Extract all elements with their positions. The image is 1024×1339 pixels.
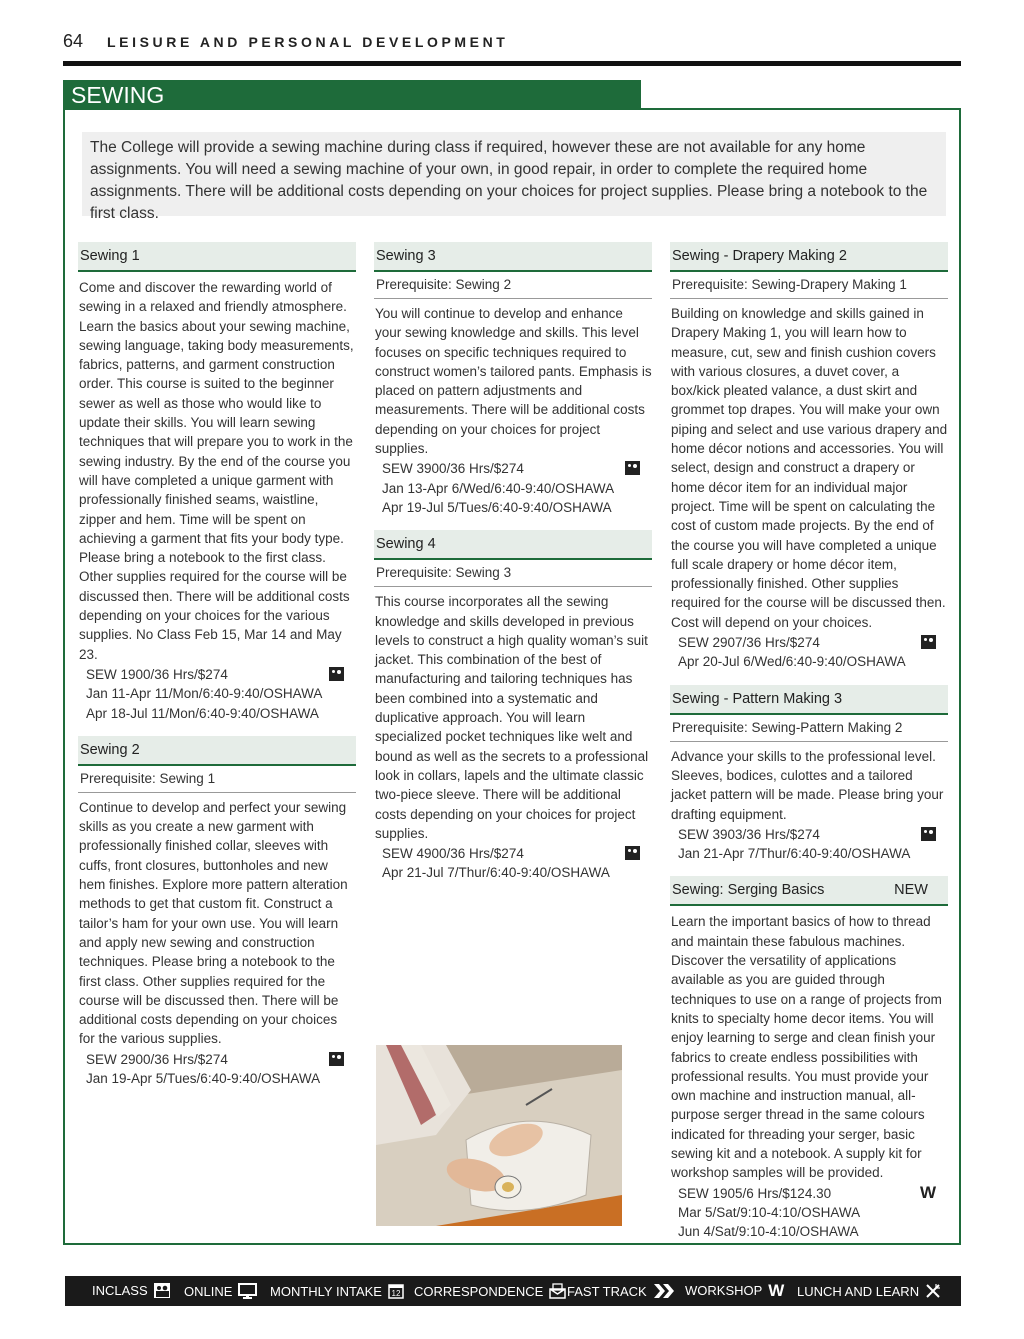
inclass-icon — [329, 1052, 344, 1066]
course-code: SEW 3900/36 Hrs/$274 — [382, 461, 524, 477]
course-description: Come and discover the rewarding world of sewing in a relaxed and friendly atmosphere. Learn the basics about your sewing machine, sewing language, taking body measurements, fabrics, patterns, and garment construction order. This course is suited to the beginner sewer as well as those who would like to update their skills. You will learn sewing techniques that will prepare you to work in the sewing industry. By the end of the course you will have completed a unique garment with professionally finished seams, waistline, zipper and hem. Time will be spent on achieving a garment that fits your body type. Please bring a notebook to the first class. Other supplies required for the course will be discussed then. There will be additional costs depending on your choices for the various supplies. No Class Feb 15, Mar 14 and May 23. — [79, 280, 354, 662]
legend-inclass — [92, 1283, 170, 1298]
course-session: Mar 5/Sat/9:10-4:10/OSHAWA — [678, 1204, 861, 1220]
legend-label: FAST TRACK — [567, 1283, 647, 1299]
intro-box: The College will provide a sewing machine during class if required, however these are not available for any home assignments. You will need a sewing machine of your own, in good repair, in order to complete the required home assignments. There will be additional costs depending on your choices for project supplies. Please bring a notebook to the first class. — [82, 132, 946, 216]
course-code: SEW 4900/36 Hrs/$274 — [382, 846, 524, 862]
page-title: SEWING — [71, 82, 165, 108]
course-meta — [78, 1049, 356, 1089]
inclass-icon — [921, 635, 936, 649]
course-session: Jan 11-Apr 11/Mon/6:40-9:40/OSHAWA — [86, 686, 323, 702]
course-session: Jun 4/Sat/9:10-4:10/OSHAWA — [678, 1224, 859, 1240]
course-prerequisite: Prerequisite: Sewing-Drapery Making 1 — [670, 272, 948, 299]
course-description: This course incorporates all the sewing knowledge and skills developed in previous levels to construct a high quality woman’s suit jacket. This combination of the best of manufacturing and tailoring techniques has been combined into a systematic and duplicative approach. You will learn specialized pocket techniques like welt and bound as well as the secrets to a professional look in collars, lapels and the ultimate classic two-piece sleeve. There will be additional costs depending on your choices for project supplies. — [375, 594, 649, 841]
legend-online — [184, 1283, 257, 1299]
course-meta — [374, 843, 652, 883]
sewing-photo-illustration — [376, 1045, 622, 1226]
column-middle — [374, 242, 652, 883]
course-title-sewing-4: Sewing 4 — [374, 530, 652, 560]
course-title-sewing-3: Sewing 3 — [374, 242, 652, 272]
workshop-icon: W — [919, 1182, 936, 1202]
course-title-sewing-1: Sewing 1 — [78, 242, 356, 272]
top-rule — [63, 61, 961, 66]
course-prerequisite: Prerequisite: Sewing 1 — [78, 766, 356, 793]
course-prerequisite: Prerequisite: Sewing 3 — [374, 560, 652, 587]
fork-knife-icon — [925, 1283, 941, 1299]
course-session: Jan 13-Apr 6/Wed/6:40-9:40/OSHAWA — [382, 480, 615, 496]
legend-label: INCLASS — [92, 1283, 148, 1298]
course-title-sewing-2: Sewing 2 — [78, 736, 356, 766]
legend-fast-track — [567, 1283, 675, 1299]
course-meta — [670, 1183, 948, 1242]
legend-workshop — [685, 1280, 785, 1300]
course-meta — [374, 458, 652, 517]
legend-label: WORKSHOP — [685, 1283, 763, 1298]
course-code: SEW 1900/36 Hrs/$274 — [86, 666, 228, 682]
course-title-serging — [670, 876, 948, 906]
course-session: Apr 19-Jul 5/Tues/6:40-9:40/OSHAWA — [382, 499, 612, 515]
course-description: Learn the important basics of how to thread and maintain these fabulous machines. Discover the versatility of applications available as you are guided through techniques to use on a range of projects from knits to specialty home decor items. You will enjoy learning to serge and clean finish your fabrics to create endless possibilities with professional results. You must provide your own machine and instruction manual, all-purpose serger thread in the same colours indicated for threading your serger, basic sewing kit and a notebook. A supply kit for workshop samples will be provided. — [671, 914, 942, 1181]
course-code: SEW 2900/36 Hrs/$274 — [86, 1051, 228, 1067]
double-chevron-icon — [653, 1283, 675, 1299]
legend-monthly-intake — [270, 1283, 404, 1299]
course-title-text: Sewing: Serging Basics — [672, 882, 825, 899]
course-code: SEW 1905/6 Hrs/$124.30 — [678, 1185, 832, 1201]
course-description: You will continue to develop and enhance your sewing knowledge and skills. This level focuses on specific techniques required to construct women’s tailored pants. Emphasis is placed on pattern adjustments and measurements. There will be additional costs depending on your choices for project supplies. — [375, 306, 652, 457]
course-code: SEW 3903/36 Hrs/$274 — [678, 826, 820, 842]
course-session: Jan 21-Apr 7/Thur/6:40-9:40/OSHAWA — [678, 846, 911, 862]
course-meta — [670, 824, 948, 864]
course-meta — [78, 664, 356, 723]
course-description: Advance your skills to the professional level. Sleeves, bodices, culottes and a tailored jacket pattern will be made. Please bring your drafting equipment. — [671, 748, 944, 822]
calendar-icon — [388, 1283, 404, 1299]
mail-icon — [549, 1283, 566, 1299]
inclass-icon — [625, 846, 640, 860]
course-prerequisite: Prerequisite: Sewing-Pattern Making 2 — [670, 715, 948, 742]
course-description: Continue to develop and perfect your sewing skills as you create a new garment with professionally finished collar, sleeves with cuffs, front closures, buttonholes and new hem finishes. Explore more pattern alteration methods to get that custom fit. Construct a tailor’s ham for your own use. You will learn and apply new sewing and construction techniques. Please bring a notebook to the first class. Other supplies required for the course will be discussed then. There will be additional costs depending on your choices for the various supplies. — [79, 799, 348, 1047]
legend-label: ONLINE — [184, 1283, 233, 1299]
legend-label: LUNCH AND LEARN — [797, 1283, 920, 1299]
course-code: SEW 2907/36 Hrs/$274 — [678, 635, 820, 651]
title-bar — [63, 80, 641, 110]
sewing-photo — [376, 1045, 622, 1226]
inclass-icon — [154, 1283, 170, 1298]
legend-lunch-and-learn — [797, 1283, 941, 1299]
new-badge: NEW — [894, 882, 928, 899]
legend-correspondence — [414, 1283, 566, 1299]
inclass-icon — [329, 667, 344, 681]
monitor-icon — [238, 1283, 257, 1299]
course-description: Building on knowledge and skills gained in Drapery Making 1, you will learn how to measure, cut, sew and finish cushion covers with various closures, a duvet cover, a box/kick pleated valance, a dust skirt and grommet top drapes. You will make your own piping and select and use various drapery and home décor notions and accessories. You will select, design and construct a drapery or home décor item for an individual major project. Time will be spent on calculating the cost of custom made projects. By the end of the course you will have completed a unique full scale drapery or home décor item, professionally finished. Other supplies required for the course will be discussed then. Cost will depend on your choices. — [671, 306, 948, 630]
workshop-icon: W — [768, 1280, 785, 1300]
course-session: Apr 18-Jul 11/Mon/6:40-9:40/OSHAWA — [86, 705, 319, 721]
course-title-pattern-3: Sewing - Pattern Making 3 — [670, 685, 948, 715]
column-right — [670, 242, 948, 1241]
delivery-legend — [65, 1276, 961, 1306]
course-prerequisite: Prerequisite: Sewing 2 — [374, 272, 652, 299]
column-left — [78, 242, 356, 1088]
course-meta — [670, 632, 948, 672]
page-number: 64 — [63, 31, 84, 51]
course-session: Apr 20-Jul 6/Wed/6:40-9:40/OSHAWA — [678, 654, 906, 670]
course-title-drapery-2: Sewing - Drapery Making 2 — [670, 242, 948, 272]
inclass-icon — [921, 827, 936, 841]
legend-label: CORRESPONDENCE — [414, 1283, 544, 1299]
calendar-icon-text: 12 — [391, 1289, 401, 1298]
section-header: LEISURE AND PERSONAL DEVELOPMENT — [107, 34, 509, 50]
course-session: Apr 21-Jul 7/Thur/6:40-9:40/OSHAWA — [382, 865, 610, 881]
inclass-icon — [625, 461, 640, 475]
course-session: Jan 19-Apr 5/Tues/6:40-9:40/OSHAWA — [86, 1070, 321, 1086]
legend-label: MONTHLY INTAKE — [270, 1283, 382, 1299]
